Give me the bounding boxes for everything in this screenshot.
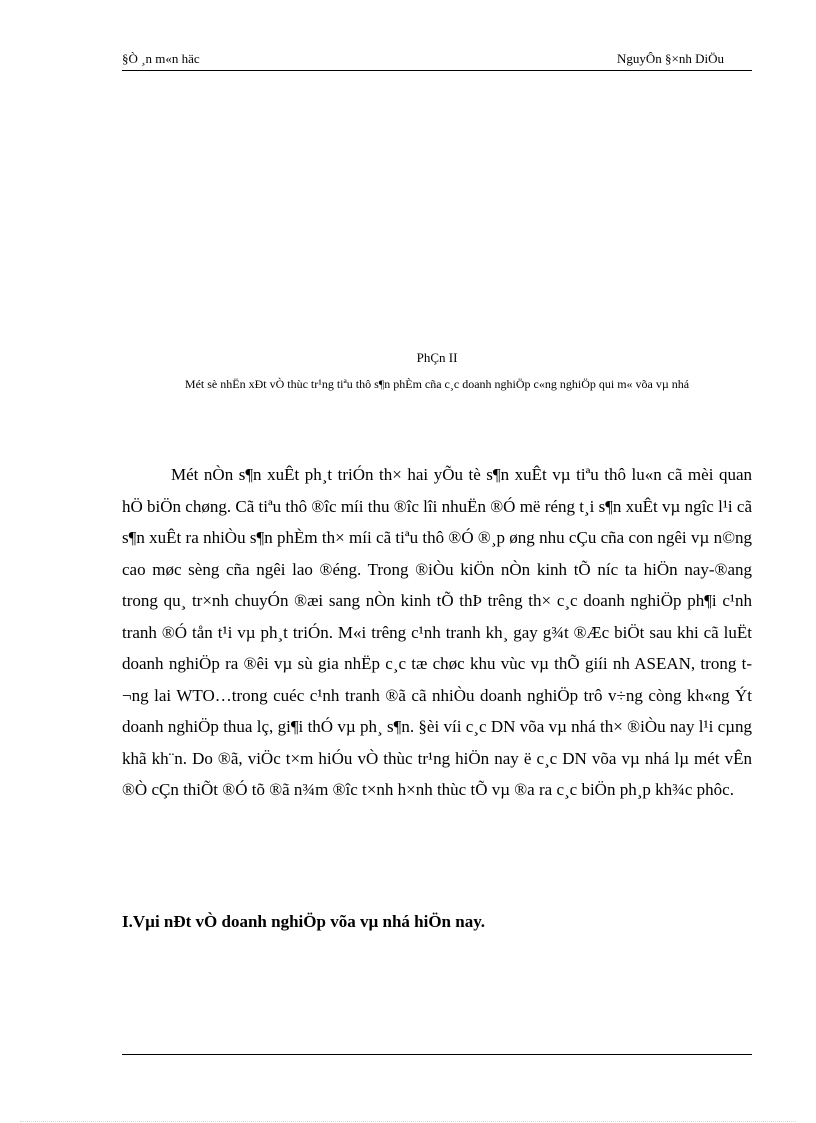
part-subtitle: Mét sè nhËn xÐt vÒ thùc tr¹ng tiªu thô s¶n phÈm cña c¸c doanh nghiÖp c«ng nghiÖp qui m« võa vµ nhá <box>184 377 690 391</box>
section-heading: I.Vµi nÐt vÒ doanh nghiÖp võa vµ nhá hiÖn nay. <box>122 912 486 931</box>
footer-rule <box>122 1054 752 1055</box>
part-title: PhÇn II <box>416 350 458 365</box>
body-paragraph: Mét nÒn s¶n xuÊt ph¸t triÓn th× hai yÕu tè s¶n xuÊt vµ tiªu thô lu«n cã mèi quan hÖ biÖn chøng. Cã tiªu thô ®îc míi thu ®îc lîi nhuËn ®Ó më réng t¸i s¶n xuÊt vµ ngîc l¹i cã s¶n xuÊt ra nhiÒu s¶n phÈm th× míi cã tiªu thô ®Ó ®¸p øng nhu cÇu cña con ngêi vµ n©ng cao møc sèng cña ngêi lao ®éng. Trong ®iÒu kiÖn nÒn kinh tÕ níc ta hiÖn nay-®ang trong qu¸ tr×nh chuyÓn ®æi sang nÒn kinh tÕ thÞ trêng th× c¸c doanh nghiÖp ph¶i c¹nh tranh ®Ó tån t¹i vµ ph¸t triÓn. M«i trêng c¹nh tranh kh¸ gay g¾t ®Æc biÖt sau khi cã luËt doanh nghiÖp ra ®êi vµ sù gia nhËp c¸c tæ chøc khu vùc vµ thÕ giíi nh ASEAN, trong t¬ng lai WTO…trong cuéc c¹nh tranh ®ã cã nhiÒu doanh nghiÖp trô v÷ng còng kh«ng Ýt doanh nghiÖp thua lç, gi¶i thÓ vµ ph¸ s¶n. §èi víi c¸c DN võa vµ nhá th× ®iÒu nay l¹i cµng khã kh¨n. Do ®ã, viÖc t×m hiÓu vÒ thùc tr¹ng hiÖn nay ë c¸c DN võa vµ nhá lµ mét vÊn ®Ò cÇn thiÕt ®Ó tõ ®ã n¾m ®îc t×nh h×nh thùc tÕ vµ ®a ra c¸c biÖn ph¸p kh¾c phôc. <box>122 465 752 799</box>
header-course-title: §Ò ¸n m«n häc <box>122 51 200 66</box>
header-author-name: NguyÔn §×nh DiÖu <box>617 51 724 66</box>
page-bottom-edge <box>20 1121 796 1122</box>
page-header <box>122 50 752 71</box>
